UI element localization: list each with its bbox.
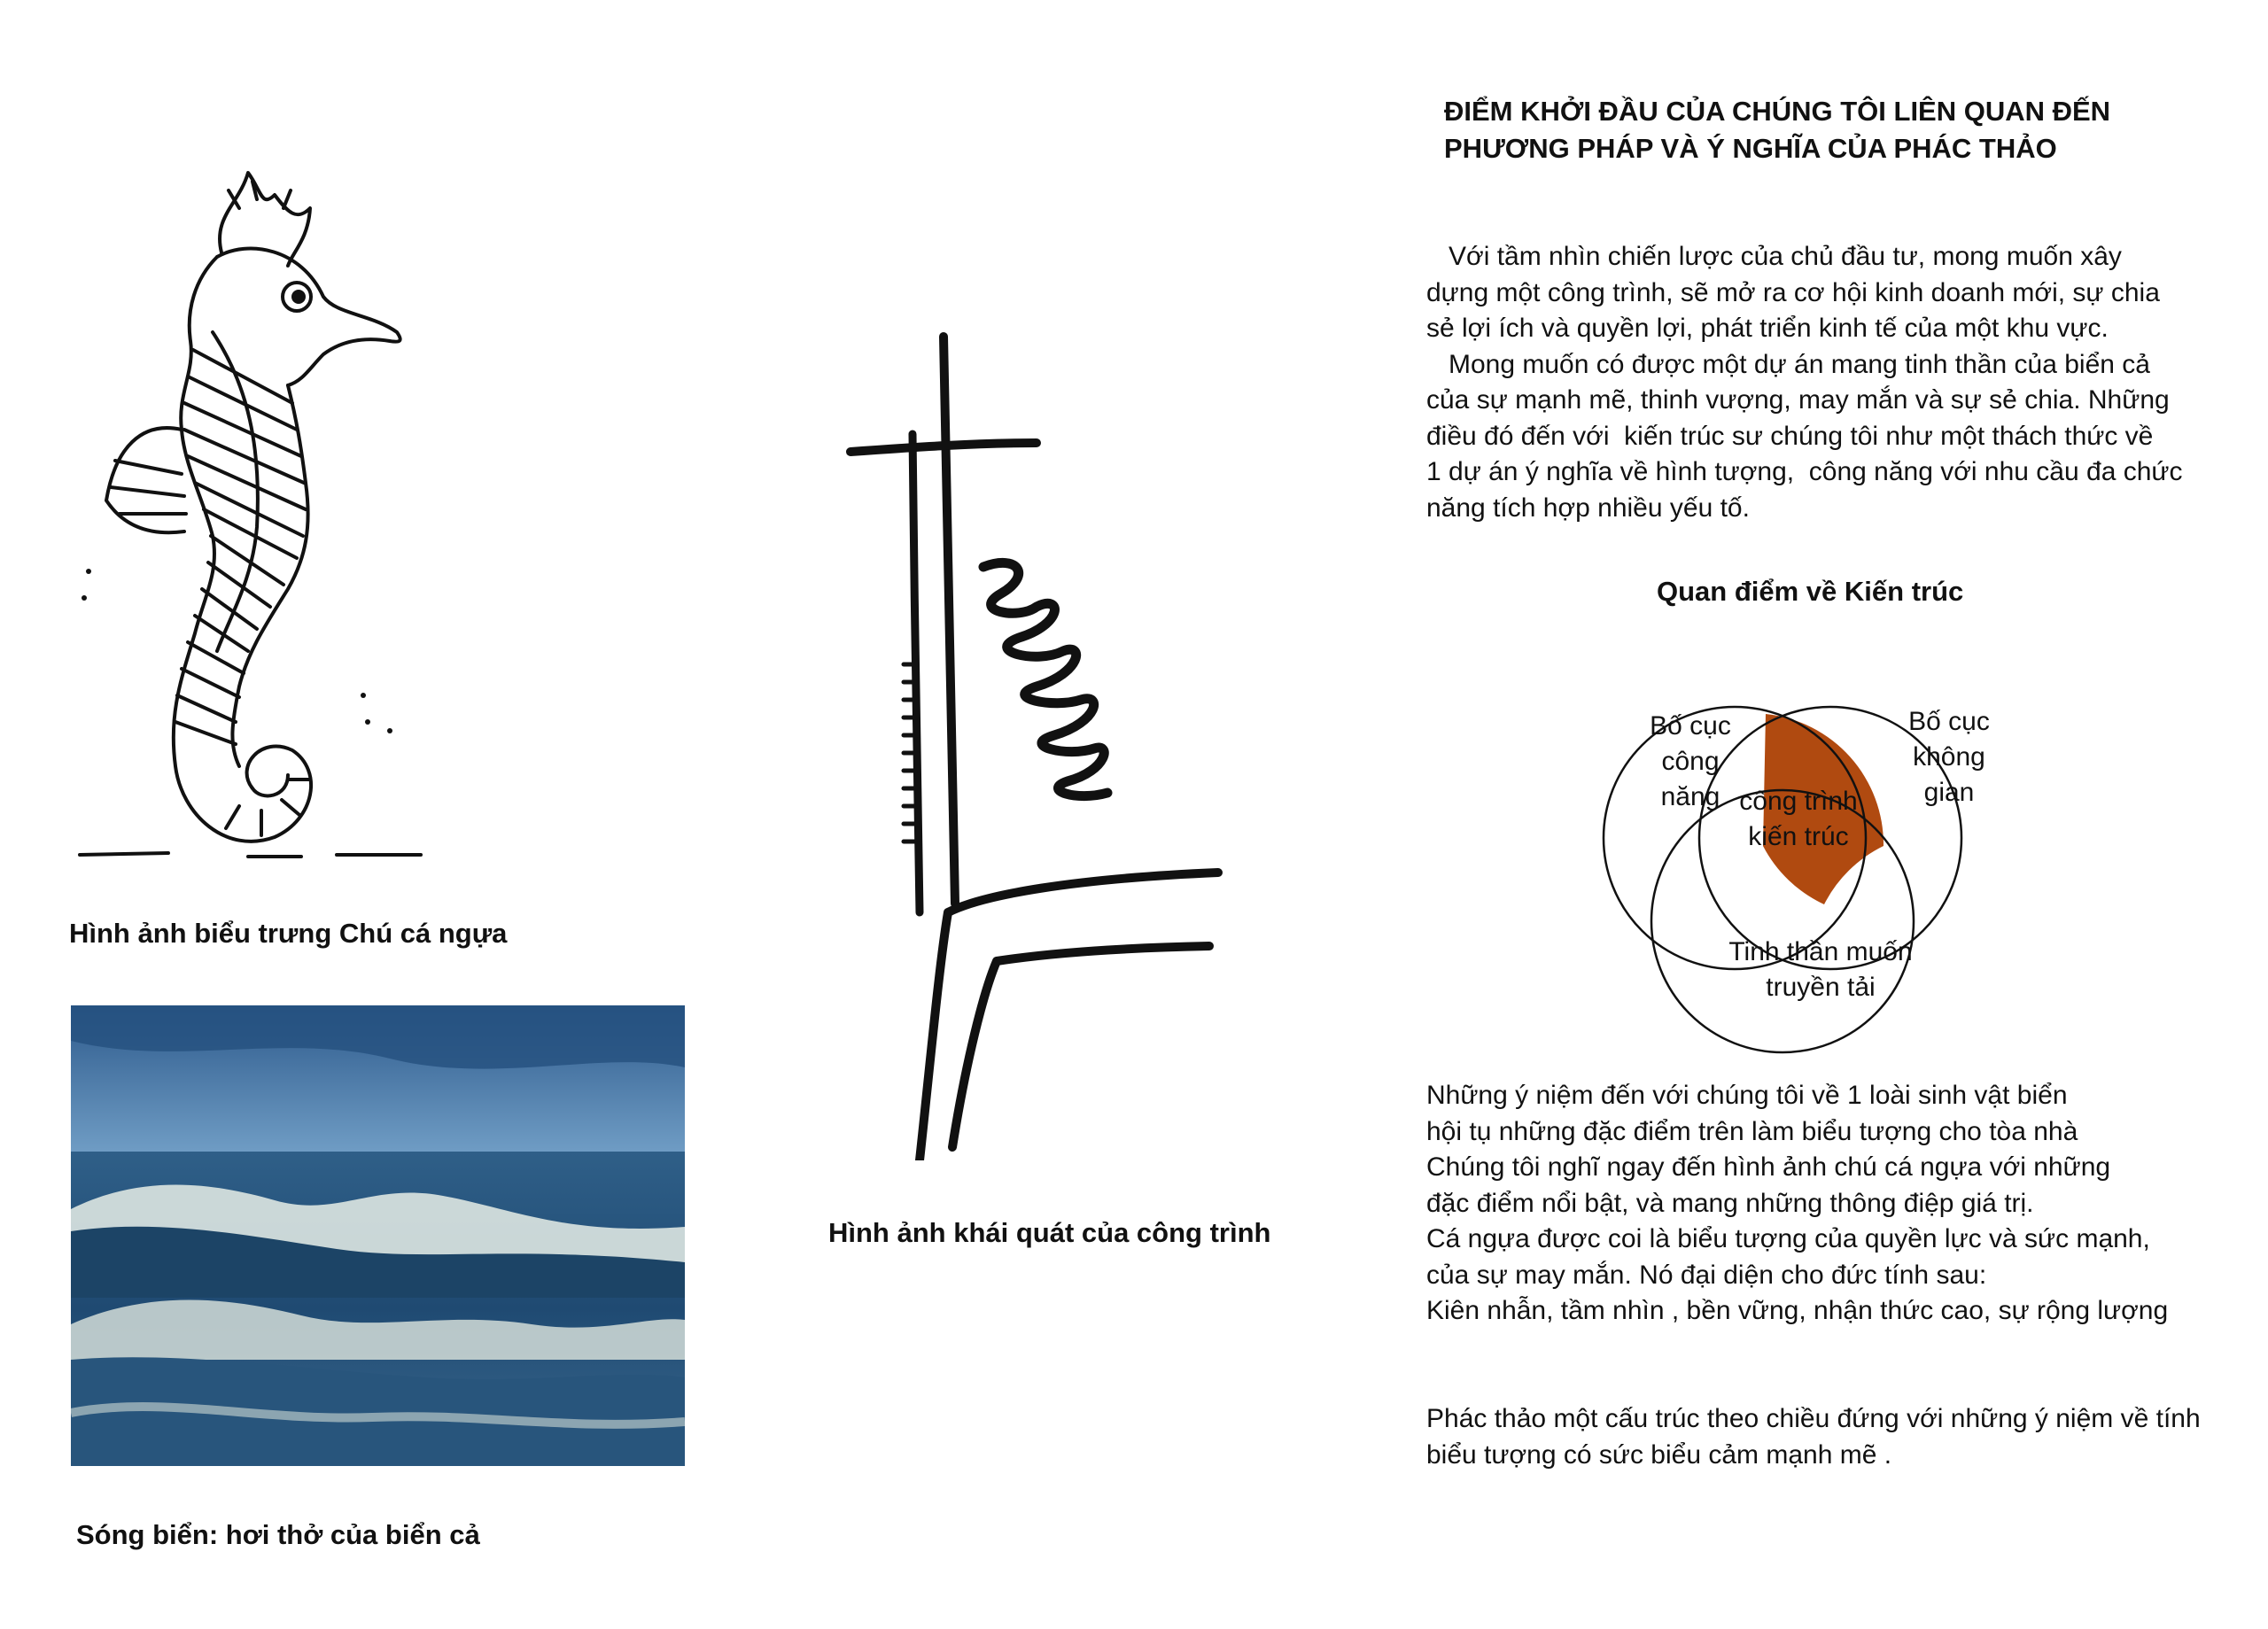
sketch-line: Phác thảo một cấu trúc theo chiều đứng với những ý niệm về tính [1426, 1404, 2201, 1433]
title-line: PHƯƠNG PHÁP VÀ Ý NGHĨA CỦA PHÁC THẢO [1444, 133, 2057, 164]
seahorse-caption: Hình ảnh biểu trưng Chú cá ngựa [69, 918, 508, 949]
venn-label-line: năng [1660, 782, 1720, 811]
intro-line: Với tầm nhìn chiến lược của chủ đầu tư, mong muốn xây [1426, 242, 2122, 271]
intro-line: Mong muốn có được một dự án mang tinh thần của biển cả [1426, 349, 2150, 379]
venn-label-line: kiến trúc [1748, 822, 1849, 851]
venn-label-line: công trình [1739, 787, 1858, 816]
title-line: ĐIỂM KHỞI ĐẦU CỦA CHÚNG TÔI LIÊN QUAN ĐẾN [1444, 96, 2111, 127]
intro-line: 1 dự án ý nghĩa về hình tượng, công năng với nhu cầu đa chức [1426, 457, 2183, 486]
venn-label-line: Bố cục [1650, 711, 1731, 741]
sketch-caption: Hình ảnh khái quát của công trình [828, 1217, 1271, 1248]
concept-line: Những ý niệm đến với chúng tôi về 1 loài sinh vật biển [1426, 1081, 2068, 1110]
concept-line: hội tụ những đặc điểm trên làm biểu tượng cho tòa nhà [1426, 1116, 2078, 1146]
concept-line: Cá ngựa được coi là biểu tượng của quyền lực và sức mạnh, [1426, 1224, 2150, 1253]
ocean-waves-photo [71, 1005, 685, 1466]
concept-line: của sự may mắn. Nó đại diện cho đức tính sau: [1426, 1260, 1987, 1290]
intro-line: dựng một công trình, sẽ mở ra cơ hội kinh doanh mới, sự chia [1426, 277, 2160, 307]
intro-paragraph [1426, 239, 2255, 526]
concept-line: Chúng tôi nghĩ ngay đến hình ảnh chú cá ngựa với những [1426, 1152, 2111, 1182]
venn-label-line: công [1661, 747, 1720, 776]
waves-caption: Sóng biển: hơi thở của biển cả [76, 1519, 480, 1550]
intro-line: sẻ lợi ích và quyền lợi, phát triển kinh tế của một khu vực. [1426, 314, 2109, 343]
venn-label-line: truyền tải [1766, 973, 1876, 1002]
venn-label-line: không [1913, 742, 1985, 772]
venn-label-line: Tinh thần muốn [1728, 937, 1913, 966]
concept-line: đặc điểm nổi bật, và mang những thông điệp giá trị. [1426, 1188, 2034, 1218]
venn-label-center [1728, 784, 1869, 855]
venn-title: Quan điểm về Kiến trúc [1657, 576, 1964, 607]
venn-label-line: gian [1923, 778, 1975, 807]
sketch-paragraph [1426, 1401, 2255, 1473]
seahorse-illustration [71, 155, 425, 881]
venn-label-line: Bố cục [1908, 707, 1990, 736]
venn-label-right [1896, 704, 2002, 811]
venn-label-bottom [1714, 935, 1927, 1005]
building-concept-sketch [842, 328, 1231, 1160]
concept-paragraph [1426, 1078, 2255, 1330]
sketch-line: biểu tượng có sức biểu cảm mạnh mẽ . [1426, 1439, 1892, 1470]
intro-line: của sự mạnh mẽ, thinh vượng, may mắn và sự sẻ chia. Những [1426, 385, 2170, 415]
intro-line: năng tích hợp nhiều yếu tố. [1426, 493, 1750, 523]
page-title [1444, 93, 2224, 167]
intro-line: điều đó đến với kiến trúc sư chúng tôi như một thách thức về [1426, 421, 2154, 451]
concept-line: Kiên nhẫn, tầm nhìn , bền vững, nhận thức cao, sự rộng lượng [1426, 1296, 2169, 1325]
